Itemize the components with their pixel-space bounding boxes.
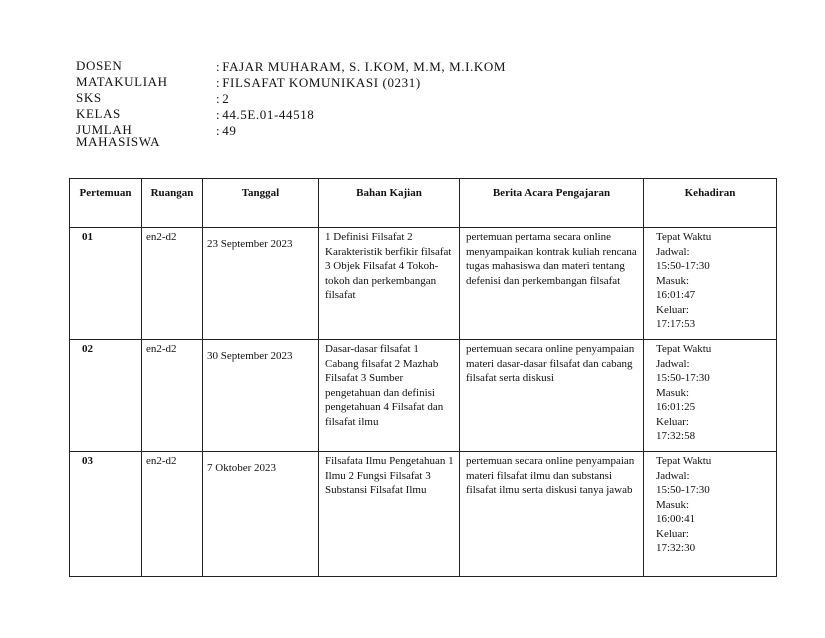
sks-text: 2 [222,91,230,106]
cell-kehadiran [644,340,777,452]
cell-ruangan: en2-d2 [142,228,203,340]
table-row [70,228,777,340]
kelas-text: 44.5E.01-44518 [222,107,315,122]
colon: : [216,59,221,74]
colon: : [216,75,221,90]
schedule-label: Jadwal: [656,357,690,370]
attendance-status: Tepat Waktu [656,231,712,243]
cell-pertemuan: 03 [70,452,142,577]
cell-pertemuan: 01 [70,228,142,340]
attendance-status: Tepat Waktu [656,455,712,467]
table-header-row [70,179,777,228]
schedule-value: 15:50-17:30 [656,484,710,496]
jumlah-label: JUMLAH MAHASISWA [76,122,161,149]
cell-ruangan: en2-d2 [142,452,203,577]
sks-label: SKS [76,90,102,105]
colon: : [216,123,221,138]
jumlah-value [216,124,616,138]
check-out-value: 17:32:58 [656,430,696,442]
kelas-value [216,108,616,122]
matakuliah-value [216,76,616,90]
check-in-label: Masuk: [656,274,689,287]
col-header-ruangan: Ruangan [142,179,203,228]
colon: : [216,91,221,106]
cell-tanggal: 30 September 2023 [203,340,319,452]
meeting-report-table [69,178,777,577]
check-in-label: Masuk: [656,498,689,511]
cell-kehadiran [644,452,777,577]
table-row [70,340,777,452]
check-out-value: 17:17:53 [656,318,696,330]
col-header-bahan-kajian: Bahan Kajian [319,179,460,228]
check-out-value: 17:32:30 [656,542,696,554]
col-header-berita-acara: Berita Acara Pengajaran [460,179,644,228]
cell-tanggal: 23 September 2023 [203,228,319,340]
cell-berita-acara: pertemuan secara online penyampaian materi dasar-dasar filsafat dan cabang filsafat serta diskusi [460,340,644,452]
dosen-value [216,60,616,74]
check-out-label: Keluar: [656,527,689,540]
schedule-value: 15:50-17:30 [656,260,710,272]
matakuliah-label: MATAKULIAH [76,74,168,89]
col-header-tanggal: Tanggal [203,179,319,228]
schedule-label: Jadwal: [656,469,690,482]
table-row [70,452,777,577]
cell-bahan-kajian: Dasar-dasar filsafat 1 Cabang filsafat 2 Mazhab Filsafat 3 Sumber pengetahuan dan definisi pengetahuan 4 Filsafat dan filsafat ilmu [319,340,460,452]
cell-ruangan: en2-d2 [142,340,203,452]
colon: : [216,107,221,122]
cell-tanggal: 7 Oktober 2023 [203,452,319,577]
cell-bahan-kajian: Filsafata Ilmu Pengetahuan 1 Ilmu 2 Fungsi Filsafat 3 Substansi Filsafat Ilmu [319,452,460,577]
schedule-label: Jadwal: [656,245,690,258]
schedule-value: 15:50-17:30 [656,372,710,384]
dosen-text: FAJAR MUHARAM, S. I.KOM, M.M, M.I.KOM [222,59,507,74]
kelas-label: KELAS [76,106,121,121]
matakuliah-text: FILSAFAT KOMUNIKASI (0231) [222,75,421,90]
cell-pertemuan: 02 [70,340,142,452]
check-in-label: Masuk: [656,386,689,399]
check-out-label: Keluar: [656,303,689,316]
col-header-kehadiran: Kehadiran [644,179,777,228]
cell-bahan-kajian: 1 Definisi Filsafat 2 Karakteristik berfikir filsafat 3 Objek Filsafat 4 Tokoh-tokoh dan perkembangan filsafat [319,228,460,340]
check-in-value: 16:01:25 [656,401,696,413]
dosen-label: DOSEN [76,58,123,73]
check-in-value: 16:01:47 [656,289,696,301]
cell-kehadiran [644,228,777,340]
check-in-value: 16:00:41 [656,513,696,525]
cell-berita-acara: pertemuan pertama secara online menyampaikan kontrak kuliah rencana tugas mahasiswa dan materi tentang defenisi dan perkembangan filsafat [460,228,644,340]
col-header-pertemuan: Pertemuan [70,179,142,228]
cell-berita-acara: pertemuan secara online penyampaian materi filsafat ilmu dan substansi filsafat ilmu serta diskusi tanya jawab [460,452,644,577]
attendance-status: Tepat Waktu [656,343,712,355]
jumlah-text: 49 [222,123,237,138]
sks-value [216,92,616,106]
check-out-label: Keluar: [656,415,689,428]
